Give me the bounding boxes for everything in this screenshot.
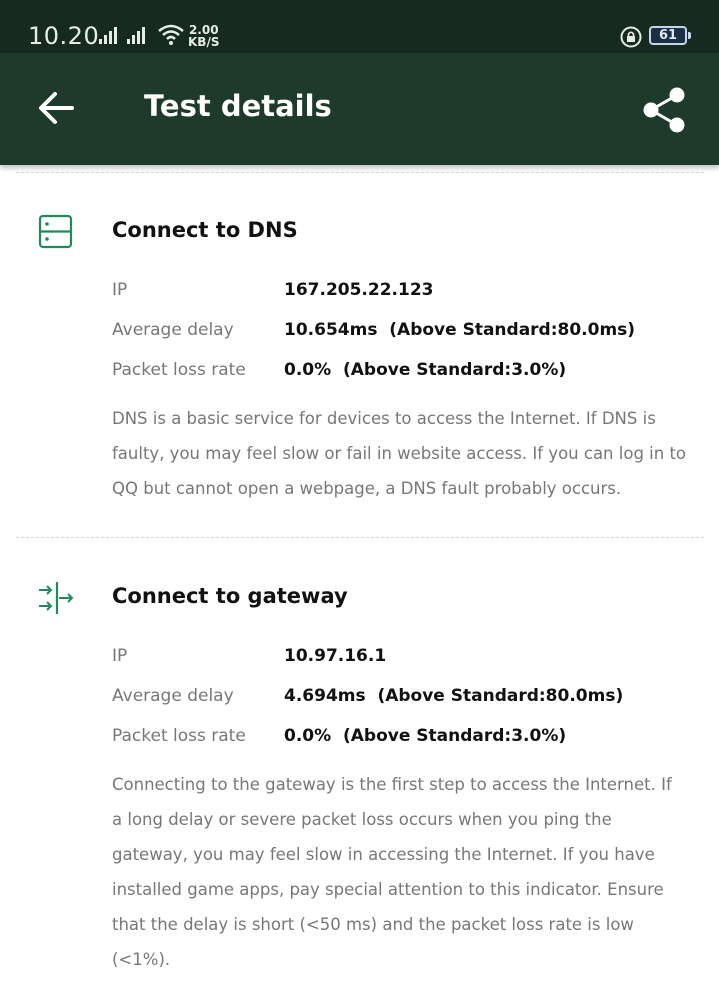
average-delay-value: 4.694ms (Above Standard:80.0ms) — [284, 686, 624, 706]
average-delay-label: Average delay — [112, 686, 234, 706]
section-title-gateway: Connect to gateway — [112, 584, 348, 608]
app-bar — [0, 53, 719, 165]
divider — [16, 537, 704, 538]
gateway-description: Connecting to the gateway is the first step to access the Internet. If a long delay or severe packet loss occurs when you ping the gateway, you may feel slow in accessing the Internet. If you have installed game apps, pay special attention to this indicator. Ensure that the delay is short (<50 ms) and the packet loss rate is low (<1%). — [112, 775, 672, 969]
status-time: 10.20 — [28, 22, 100, 50]
battery-icon: 61 — [649, 26, 687, 45]
packet-loss-value: 0.0% (Above Standard:3.0%) — [284, 360, 567, 380]
network-speed-value: 2.00 — [188, 23, 219, 37]
network-speed — [188, 24, 219, 48]
server-icon — [38, 214, 74, 250]
packet-loss-label: Packet loss rate — [112, 360, 246, 380]
signal-icon — [99, 26, 117, 44]
average-delay-label: Average delay — [112, 320, 234, 340]
arrow-left-icon[interactable] — [36, 90, 76, 126]
ip-value: 167.205.22.123 — [284, 280, 434, 300]
status-bar — [0, 0, 719, 53]
section-title-dns: Connect to DNS — [112, 218, 298, 242]
network-speed-unit: KB/S — [188, 35, 220, 49]
ip-label: IP — [112, 280, 128, 300]
battery-tip — [688, 32, 691, 39]
page-title: Test details — [144, 89, 332, 123]
average-delay-value: 10.654ms (Above Standard:80.0ms) — [284, 320, 636, 340]
gateway-icon — [38, 581, 74, 615]
ip-label: IP — [112, 646, 128, 666]
packet-loss-value: 0.0% (Above Standard:3.0%) — [284, 726, 567, 746]
dns-description: DNS is a basic service for devices to access the Internet. If DNS is faulty, you may feel slow or fail in website access. If you can log in to QQ but cannot open a webpage, a DNS fault probably occurs. — [112, 409, 687, 498]
share-icon[interactable] — [640, 85, 688, 135]
packet-loss-label: Packet loss rate — [112, 726, 246, 746]
divider — [16, 172, 704, 173]
ip-value: 10.97.16.1 — [284, 646, 387, 666]
wifi-icon — [158, 24, 184, 46]
rotation-lock-icon — [620, 26, 642, 48]
signal-icon — [127, 26, 145, 44]
